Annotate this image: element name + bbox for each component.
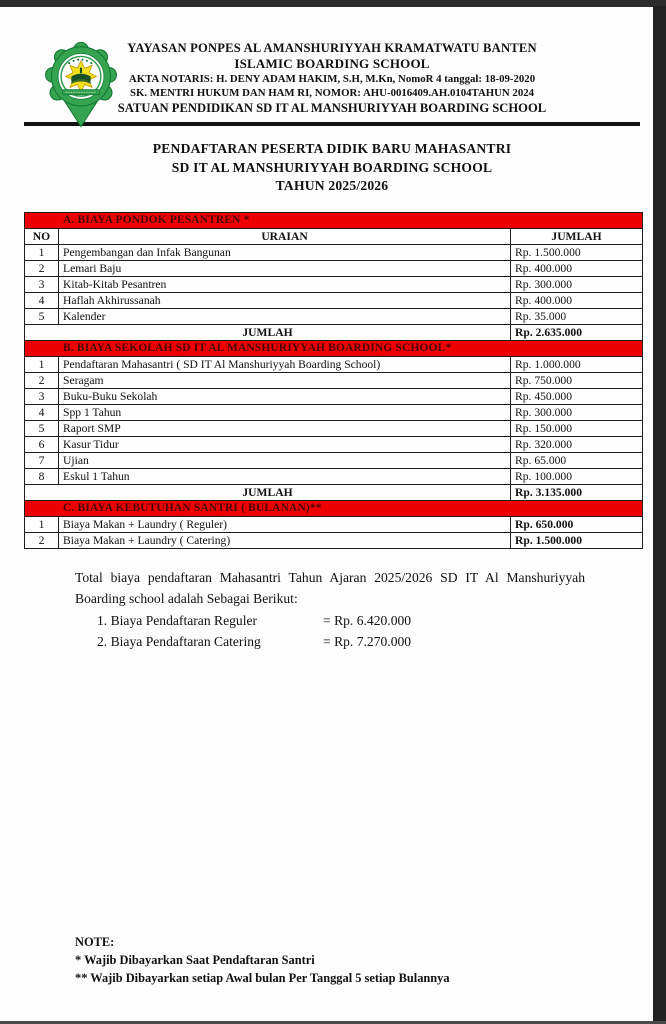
title-line-2: SD IT AL MANSHURIYYAH BOARDING SCHOOL bbox=[171, 159, 493, 175]
table-row bbox=[25, 532, 643, 548]
row-description: Buku-Buku Sekolah bbox=[59, 388, 511, 404]
section-header-cell: C. BIAYA KEBUTUHAN SANTRI ( BULANAN)** bbox=[25, 500, 643, 516]
note-block bbox=[24, 933, 640, 987]
row-no: 1 bbox=[25, 516, 59, 532]
table-row bbox=[25, 356, 643, 372]
row-no: 6 bbox=[25, 436, 59, 452]
note-line: ** Wajib Dibayarkan setiap Awal bulan Per Tanggal 5 setiap Bulannya bbox=[75, 970, 450, 985]
summary-item-label: 2. Biaya Pendaftaran Catering bbox=[97, 634, 261, 649]
total-label: JUMLAH bbox=[25, 324, 511, 340]
sk-mentri: SK. MENTRI HUKUM DAN HAM RI, NOMOR: AHU-0016409.AH.0104TAHUN 2024 bbox=[129, 87, 535, 99]
row-no: 3 bbox=[25, 388, 59, 404]
satuan-pendidikan: SATUAN PENDIDIKAN SD IT AL MANSHURIYYAH BOARDING SCHOOL bbox=[117, 101, 547, 115]
section-header-row bbox=[25, 212, 643, 228]
col-header-jumlah: JUMLAH bbox=[511, 228, 643, 244]
row-amount: Rp. 320.000 bbox=[511, 436, 643, 452]
section-header-row bbox=[25, 500, 643, 516]
row-description: Spp 1 Tahun bbox=[59, 404, 511, 420]
note-lines bbox=[75, 951, 640, 987]
row-no: 1 bbox=[25, 356, 59, 372]
table-row bbox=[25, 372, 643, 388]
row-amount: Rp. 450.000 bbox=[511, 388, 643, 404]
row-amount: Rp. 35.000 bbox=[511, 308, 643, 324]
section-header-row bbox=[25, 340, 643, 356]
row-description: Raport SMP bbox=[59, 420, 511, 436]
row-description: Biaya Makan + Laundry ( Catering) bbox=[59, 532, 511, 548]
row-description: Pendaftaran Mahasantri ( SD IT Al Manshuriyyah Boarding School) bbox=[59, 356, 511, 372]
row-no: 4 bbox=[25, 292, 59, 308]
row-amount: Rp. 650.000 bbox=[511, 516, 643, 532]
row-description: Ujian bbox=[59, 452, 511, 468]
table-row bbox=[25, 308, 643, 324]
row-description: Eskul 1 Tahun bbox=[59, 468, 511, 484]
table-row bbox=[25, 260, 643, 276]
col-header-no: NO bbox=[25, 228, 59, 244]
total-row bbox=[25, 324, 643, 340]
row-no: 8 bbox=[25, 468, 59, 484]
row-amount: Rp. 750.000 bbox=[511, 372, 643, 388]
table-row bbox=[25, 276, 643, 292]
row-amount: Rp. 400.000 bbox=[511, 260, 643, 276]
table-row bbox=[25, 468, 643, 484]
row-no: 2 bbox=[25, 260, 59, 276]
scan-edge-right bbox=[653, 6, 666, 1024]
col-header-uraian: URAIAN bbox=[59, 228, 511, 244]
summary-item-value: = Rp. 7.270.000 bbox=[323, 634, 412, 649]
row-no: 1 bbox=[25, 244, 59, 260]
row-no: 5 bbox=[25, 308, 59, 324]
row-amount: Rp. 1.500.000 bbox=[511, 532, 643, 548]
note-heading: NOTE: bbox=[75, 934, 115, 949]
row-description: Pengembangan dan Infak Bangunan bbox=[59, 244, 511, 260]
row-no: 2 bbox=[25, 532, 59, 548]
total-amount: Rp. 2.635.000 bbox=[511, 324, 643, 340]
section-header-cell: B. BIAYA SEKOLAH SD IT AL MANSHURIYYAH BOARDING SCHOOL* bbox=[25, 340, 643, 356]
document-title bbox=[24, 140, 640, 196]
org-name: YAYASAN PONPES AL AMANSHURIYYAH KRAMATWATU BANTEN bbox=[127, 41, 537, 55]
table-row bbox=[25, 292, 643, 308]
row-no: 5 bbox=[25, 420, 59, 436]
row-description: Lemari Baju bbox=[59, 260, 511, 276]
row-description: Seragam bbox=[59, 372, 511, 388]
akta-notaris: AKTA NOTARIS: H. DENY ADAM HAKIM, S.H, M.Kn, NomoR 4 tanggal: 18-09-2020 bbox=[128, 73, 536, 85]
table-row bbox=[25, 404, 643, 420]
table-row bbox=[25, 388, 643, 404]
row-amount: Rp. 65.000 bbox=[511, 452, 643, 468]
row-amount: Rp. 300.000 bbox=[511, 276, 643, 292]
row-description: Kasur Tidur bbox=[59, 436, 511, 452]
total-row bbox=[25, 484, 643, 500]
letterhead bbox=[24, 0, 640, 116]
row-no: 7 bbox=[25, 452, 59, 468]
summary-item bbox=[97, 610, 585, 632]
total-label: JUMLAH bbox=[25, 484, 511, 500]
row-amount: Rp. 400.000 bbox=[511, 292, 643, 308]
table-row bbox=[25, 244, 643, 260]
summary-items bbox=[75, 610, 585, 653]
row-description: Kalender bbox=[59, 308, 511, 324]
summary-intro: Total biaya pendaftaran Mahasantri Tahun Ajaran 2025/2026 SD IT Al Manshuriyyah Boarding school adalah Sebagai Berikut: bbox=[75, 569, 585, 606]
scan-edge-top bbox=[0, 0, 666, 7]
row-amount: Rp. 100.000 bbox=[511, 468, 643, 484]
row-amount: Rp. 1.000.000 bbox=[511, 356, 643, 372]
row-no: 4 bbox=[25, 404, 59, 420]
row-amount: Rp. 150.000 bbox=[511, 420, 643, 436]
row-amount: Rp. 300.000 bbox=[511, 404, 643, 420]
title-line-3: TAHUN 2025/2026 bbox=[275, 178, 389, 193]
table-row bbox=[25, 516, 643, 532]
table-row bbox=[25, 436, 643, 452]
row-description: Biaya Makan + Laundry ( Reguler) bbox=[59, 516, 511, 532]
school-emblem-logo bbox=[44, 38, 118, 128]
note-line: * Wajib Dibayarkan Saat Pendaftaran Santri bbox=[75, 952, 315, 967]
summary-block bbox=[24, 567, 640, 653]
fee-table bbox=[24, 212, 643, 549]
row-no: 3 bbox=[25, 276, 59, 292]
row-no: 2 bbox=[25, 372, 59, 388]
table-row bbox=[25, 452, 643, 468]
summary-item bbox=[97, 631, 585, 653]
row-amount: Rp. 1.500.000 bbox=[511, 244, 643, 260]
title-line-1: PENDAFTARAN PESERTA DIDIK BARU MAHASANTRI bbox=[152, 141, 512, 156]
row-description: Haflah Akhirussanah bbox=[59, 292, 511, 308]
org-subtitle: ISLAMIC BOARDING SCHOOL bbox=[234, 56, 430, 71]
total-amount: Rp. 3.135.000 bbox=[511, 484, 643, 500]
row-description: Kitab-Kitab Pesantren bbox=[59, 276, 511, 292]
table-row bbox=[25, 420, 643, 436]
section-header-cell: A. BIAYA PONDOK PESANTREN * bbox=[25, 212, 643, 228]
summary-item-value: = Rp. 6.420.000 bbox=[323, 612, 412, 628]
column-header-row bbox=[25, 228, 643, 244]
summary-item-label: 1. Biaya Pendaftaran Reguler bbox=[97, 612, 258, 628]
